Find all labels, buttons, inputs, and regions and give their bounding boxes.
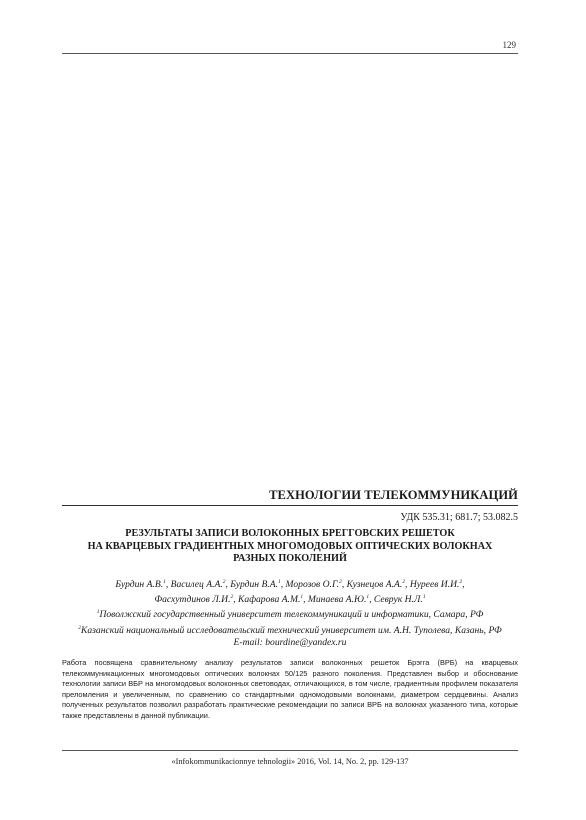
author: Морозов О.Г.$^2$ bbox=[285, 579, 342, 591]
author: Бурдин В.А.$^1$ bbox=[230, 579, 281, 591]
title-line: РАЗНЫХ ПОКОЛЕНИЙ bbox=[233, 553, 347, 564]
authors-line-2: Фасхутдинов Л.И.$^2$, Кафарова А.М.$^1$, Минаева А.Ю.$^1$, Севрук Н.Л.$^1$ bbox=[154, 594, 426, 606]
udc-code: УДК 535.31; 681.7; 53.082.5 bbox=[400, 512, 518, 523]
author: Бурдин А.В.$^1$ bbox=[115, 579, 166, 591]
author-email: E-mail: bourdine@yandex.ru bbox=[233, 636, 347, 648]
title-line: РЕЗУЛЬТАТЫ ЗАПИСИ ВОЛОКОННЫХ БРЕГГОВСКИХ РЕШЕТОК bbox=[125, 528, 455, 539]
section-rule bbox=[62, 505, 518, 506]
affiliation: $^2$Казанский национальный исследовательский технический университет им. А.Н. Туполева, Казань, РФ bbox=[78, 624, 502, 636]
abstract: Работа посвящена сравнительному анализу результатов записи волоконных решеток Брэгга (ВРБ) на кварцевых телекоммуникационных многомодовых оптических волокнах 50/125 разного поколения. Представлен выбор и обоснование технологии записи ВБР на многомодовых волоконных световодах, отличающихся, в том числе, градиентным профилем показателя преломления и увеличенным, по сравнению со стандартными одномодовыми волокнами, диаметром сердцевины. Анализ полученных результатов позволил разработать практические рекомендации по записи ВРБ на волокнах указанного типа, которые также представлены в данной публикации. bbox=[62, 658, 518, 720]
article-title bbox=[62, 528, 518, 566]
author: Василец А.А.$^2$ bbox=[170, 579, 226, 591]
footer-rule bbox=[62, 750, 518, 751]
author: Нуреев И.И.$^2$ bbox=[409, 579, 463, 591]
author: Севрук Н.Л.$^1$ bbox=[373, 594, 426, 606]
authors-block bbox=[62, 576, 518, 649]
affiliation: $^1$Поволжский государственный университет телекоммуникаций и информатики, Самара, РФ bbox=[96, 609, 484, 621]
page-number: 129 bbox=[502, 40, 516, 50]
author: Минаева А.Ю.$^1$ bbox=[307, 594, 370, 606]
header-rule bbox=[62, 53, 518, 54]
section-title: ТЕХНОЛОГИИ ТЕЛЕКОММУНИКАЦИЙ bbox=[269, 488, 518, 502]
author: Фасхутдинов Л.И.$^2$ bbox=[154, 594, 234, 606]
author: Кузнецов А.А.$^2$ bbox=[346, 579, 406, 591]
journal-citation: «Infokommunikacionnye tehnologii» 2016, Vol. 14, No. 2, pp. 129-137 bbox=[171, 757, 409, 766]
title-line: НА КВАРЦЕВЫХ ГРАДИЕНТНЫХ МНОГОМОДОВЫХ ОПТИЧЕСКИХ ВОЛОКНАХ bbox=[87, 540, 493, 552]
authors-line-1: Бурдин А.В.$^1$, Василец А.А.$^2$, Бурдин В.А.$^1$, Морозов О.Г.$^2$, Кузнецов А.А.$^2$, Нуреев И.И.$^2$, bbox=[115, 579, 465, 591]
author: Кафарова А.М.$^1$ bbox=[238, 594, 304, 606]
